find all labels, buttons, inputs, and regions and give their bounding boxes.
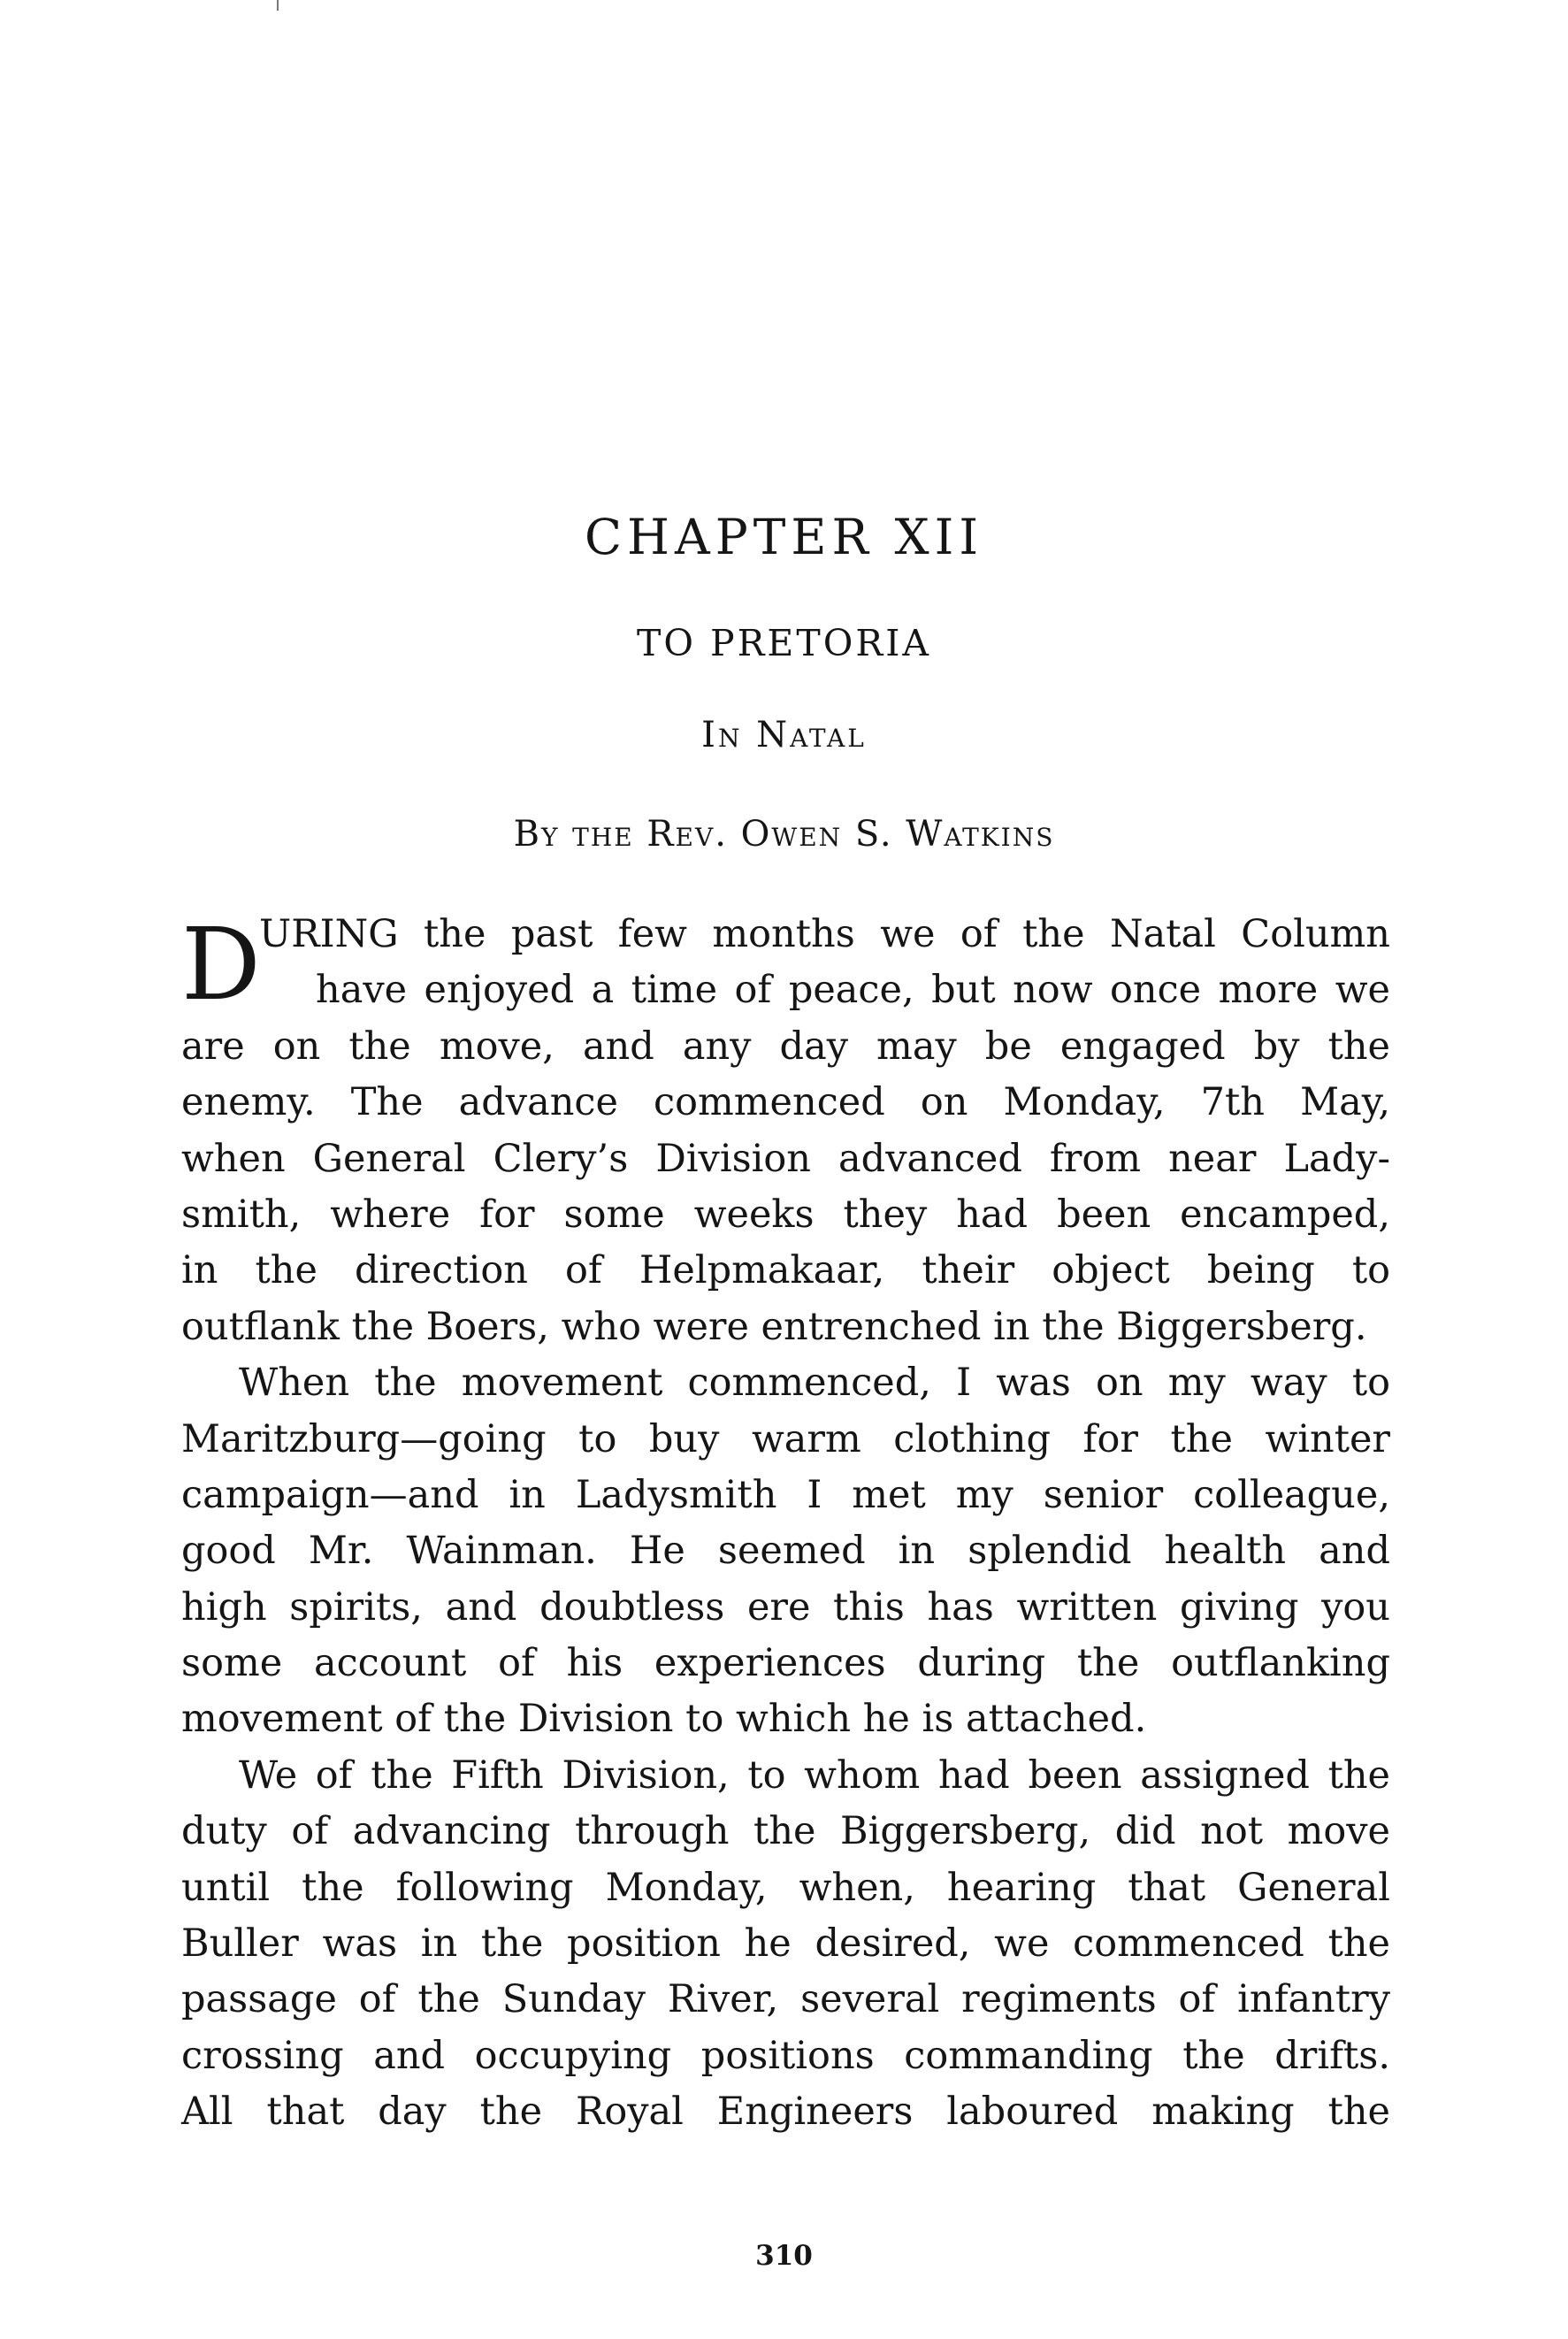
text-line: smith, where for some weeks they had been encamped, — [181, 1192, 1390, 1237]
text-line: enemy. The advance commenced on Monday, 7th May, — [181, 1080, 1390, 1125]
text-line: in the direction of Helpmakaar, their object being to — [181, 1248, 1390, 1293]
text-line: are on the move, and any day may be engaged by the — [181, 1024, 1390, 1069]
text-line: passage of the Sunday River, several regiments of infantry — [181, 1977, 1390, 2022]
chapter-title: TO PRETORIA — [636, 622, 931, 664]
text-line: high spirits, and doubtless ere this has written giving you — [181, 1584, 1390, 1630]
page-number: 310 — [755, 2240, 813, 2272]
text-line: duty of advancing through the Biggersberg, did not move — [181, 1809, 1390, 1854]
text-line: URING the past few months we of the Natal Column — [259, 912, 1390, 956]
text-line: have enjoyed a time of peace, but now once more we — [316, 968, 1390, 1013]
text-line: We of the Fifth Division, to whom had been assigned the — [239, 1752, 1390, 1798]
scan-mark — [277, 0, 279, 11]
text-line: crossing and occupying positions commanding the drifts. — [181, 2033, 1390, 2078]
text-line: until the following Monday, when, hearing that General — [181, 1865, 1390, 1910]
drop-cap: D — [181, 908, 261, 1023]
chapter-heading: CHAPTER XII — [584, 509, 984, 565]
text-line: when General Clery’s Division advanced from near Lady- — [181, 1136, 1390, 1181]
text-line: Maritzburg—going to buy warm clothing for the winter — [181, 1416, 1390, 1461]
text-line: When the movement commenced, I was on my way to — [239, 1361, 1390, 1406]
text-line: movement of the Division to which he is attached. — [181, 1697, 1147, 1742]
body-text — [181, 907, 1390, 2141]
text-line: campaign—and in Ladysmith I met my senior colleague, — [181, 1472, 1390, 1517]
text-line: good Mr. Wainman. He seemed in splendid health and — [181, 1529, 1390, 1574]
text-line: Buller was in the position he desired, we commenced the — [181, 1921, 1390, 1967]
text-line: All that day the Royal Engineers laboured making the — [181, 2090, 1390, 2135]
text-line: some account of his experiences during the outflanking — [181, 1641, 1390, 1686]
text-line: outflank the Boers, who were entrenched in the Biggersberg. — [181, 1304, 1367, 1349]
author-byline: By the Rev. Owen S. Watkins — [513, 814, 1055, 855]
section-heading: In Natal — [701, 715, 867, 755]
